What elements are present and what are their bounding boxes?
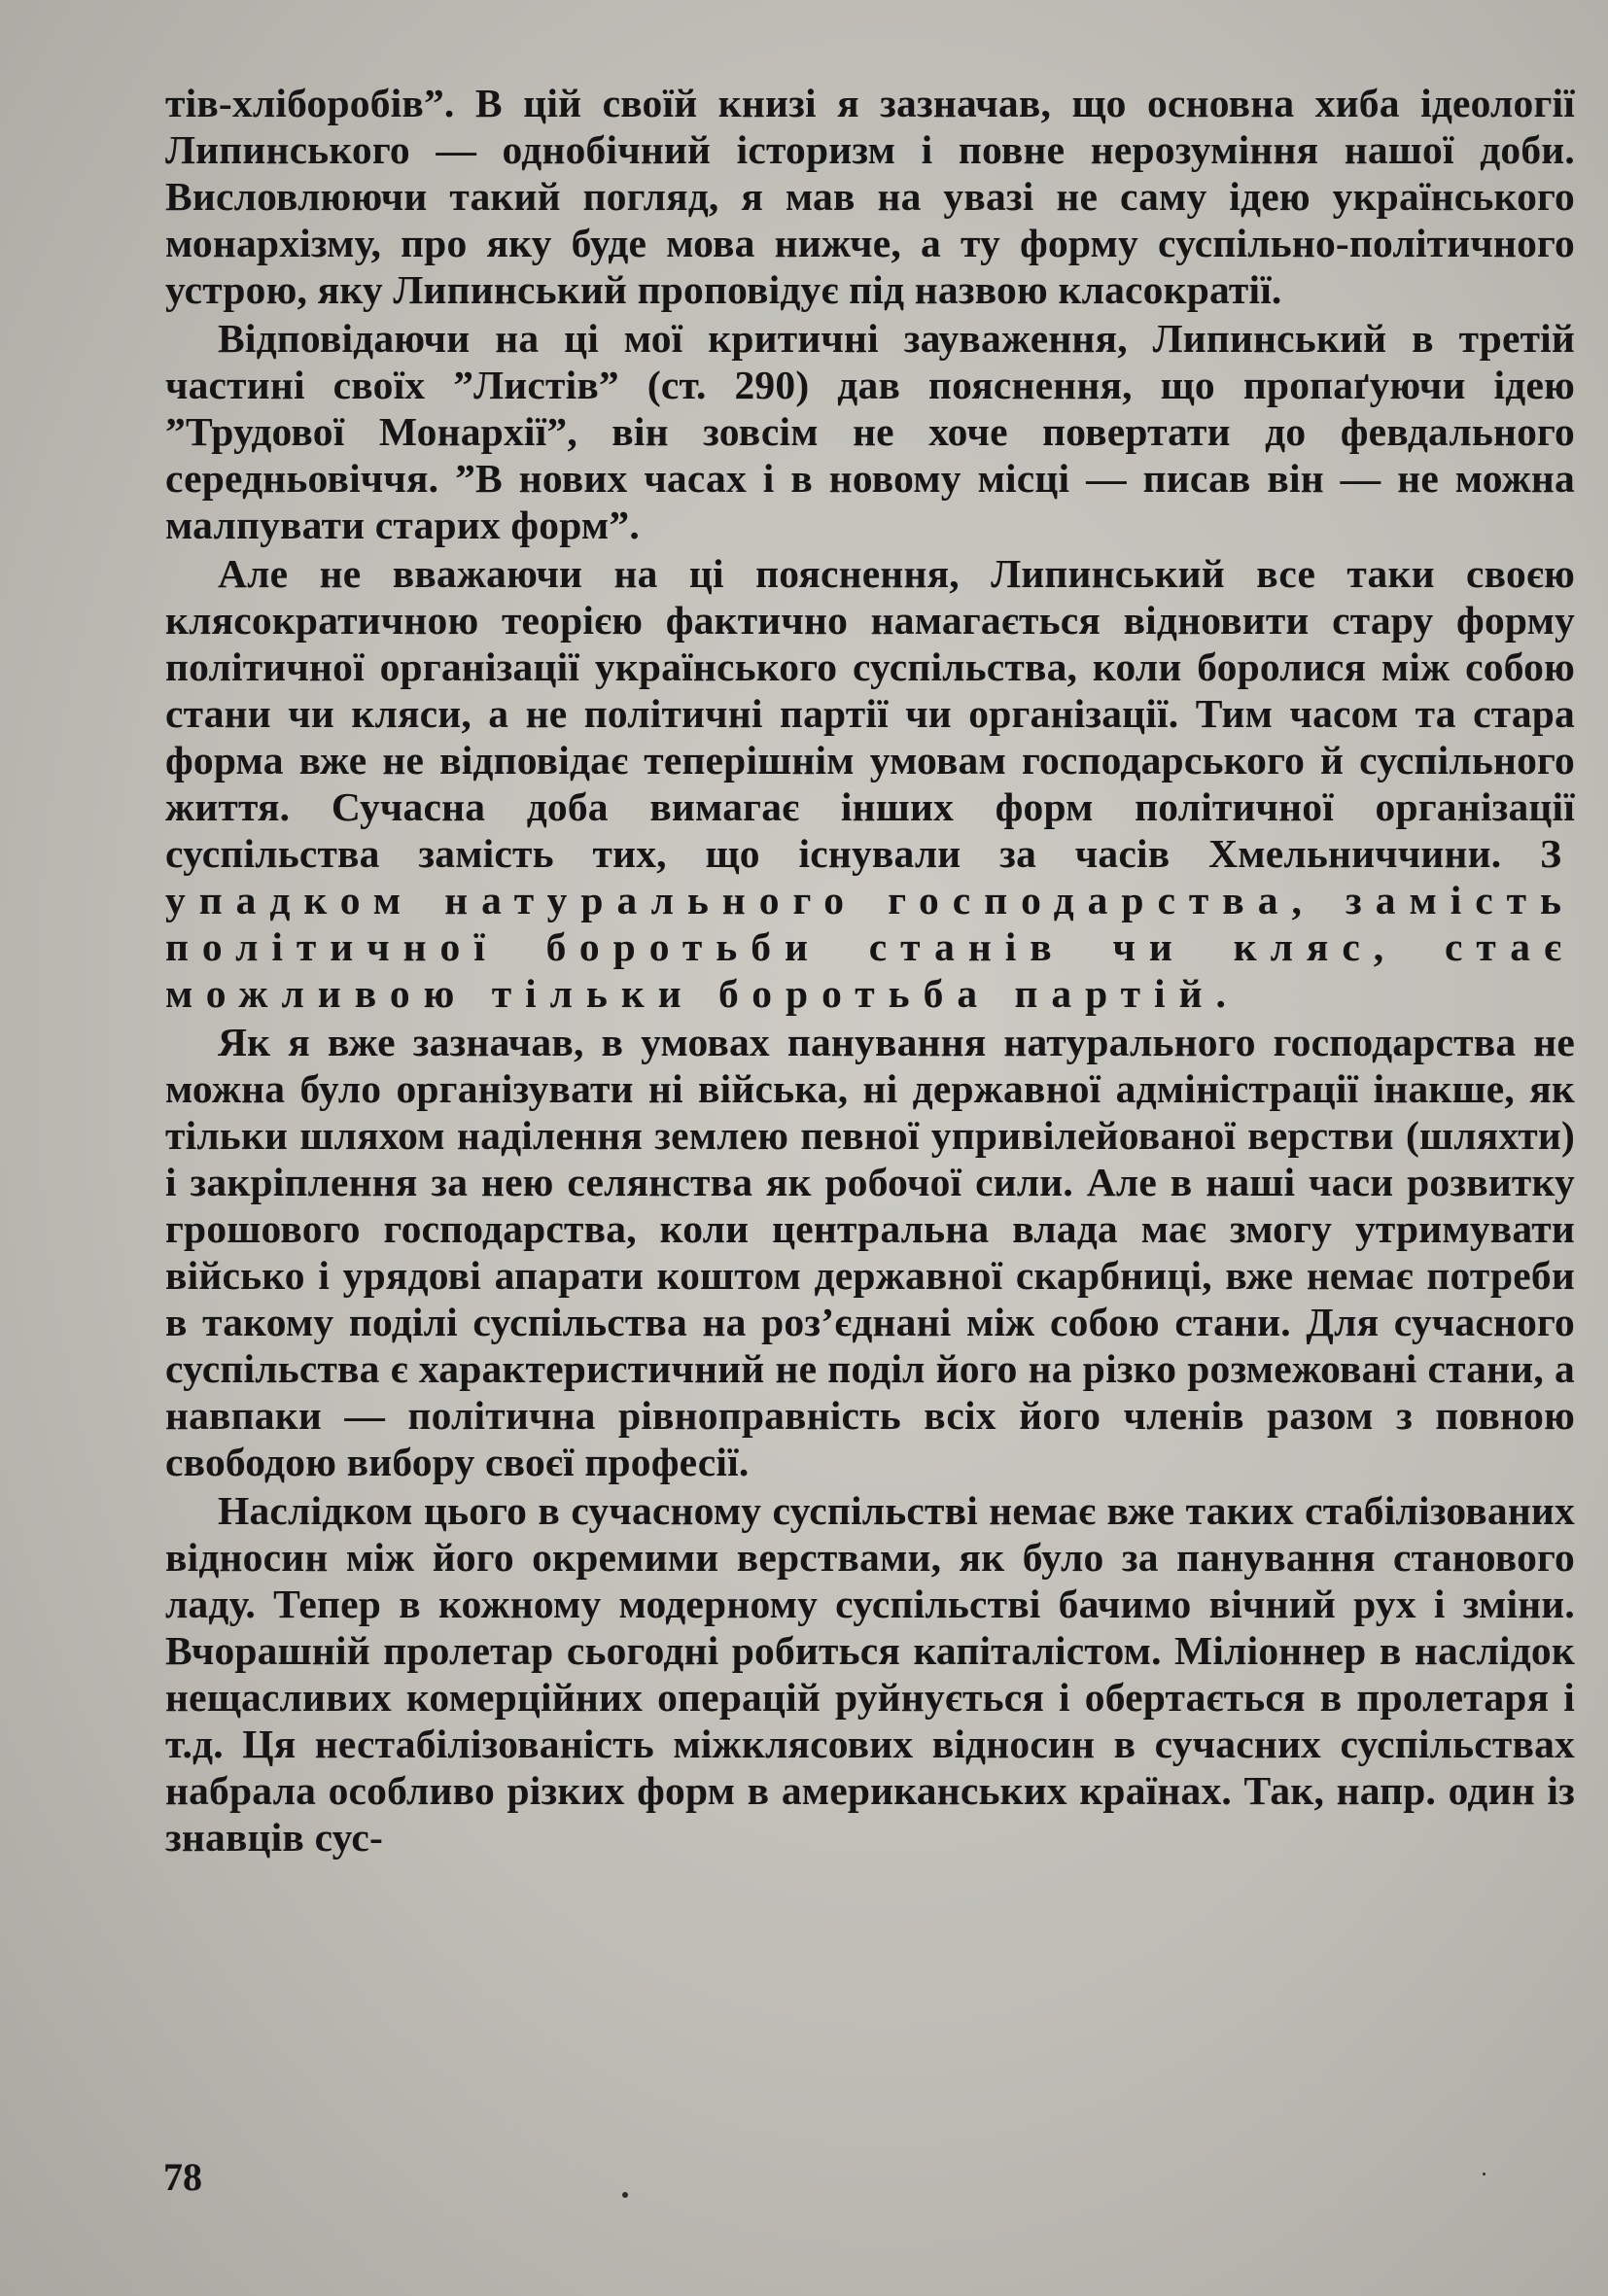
- paragraph-5: Наслідком цього в сучасному суспільстві немає вже таких стабілізованих відносин між його окремими верствами, як було за панування станового ладу. Тепер в кожному модерному суспільстві бачимо вічний рух і зміни. Вчорашній пролетар сьогодні робиться капіталістом. Міліоннер в наслідок нещасливих комерційних операцій руйнується і обертається в пролетаря і т.д. Ця нестабілізованість міжклясових відносин в сучасних суспільствах набрала особливо різких форм в американських країнах. Так, напр. один із знавців сус-: [165, 1488, 1575, 1860]
- page-number: 78: [163, 2155, 202, 2199]
- dust-speck: [1483, 2173, 1486, 2175]
- paragraph-3-text: Але не вважаючи на ці пояснення, Липинський все таки своєю клясократичною теорією фактично намагається відновити стару форму політичної організації українського суспільства, коли боролися між собою стани чи кляси, а не політичні партії чи організації. Тим часом та стара форма вже не відповідає теперішнім умовам господарського й суспільного життя. Сучасна доба вимагає інших форм політичної організації суспільства замість тих, що існували за часів Хмельниччини.: [165, 551, 1575, 876]
- paragraph-1: тів-хліборобів”. В цій своїй книзі я зазначав, що основна хиба ідеології Липинського — однобічний історизм і повне нерозуміння нашої доби. Висловлюючи такий погляд, я мав на увазі не саму ідею українського монархізму, про яку буде мова нижче, а ту форму суспільно-політичного устрою, яку Липинський проповідує під назвою класократії.: [165, 81, 1575, 312]
- paragraph-4: Як я вже зазначав, в умовах панування натурального господарства не можна було організувати ні війська, ні державної адміністрації інакше, як тільки шляхом наділення землею певної упривілейованої верстви (шляхти) і закріплення за нею селянства як робочої сили. Але в наші часи розвитку грошового господарства, коли центральна влада має змогу утримувати військо і урядові апарати коштом державної скарбниці, вже немає потреби в такому поділі суспільства на роз’єднані між собою стани. Для сучасного суспільства є характеристичний не поділ його на різко розмежовані стани, а навпаки — політична рівноправність всіх його членів разом з повною свободою вибору своєї професії.: [165, 1020, 1575, 1484]
- paragraph-2: Відповідаючи на ці мої критичні зауваження, Липинський в третій частині своїх ”Листів” (ст. 290) дав пояснення, що пропаґуючи ідею ”Трудової Монархії”, він зовсім не хоче повертати до февдального середньовіччя. ”В нових часах і в новому місці — писав він — не можна малпувати старих форм”.: [165, 316, 1575, 547]
- paragraph-3: [165, 550, 1575, 1017]
- dust-speck: [622, 2192, 628, 2198]
- paragraph-3-spaced-text: З упадком натурального господарства, замість політичної боротьби станів чи кляс, стає можливою тільки боротьба партій.: [165, 831, 1575, 1016]
- body-text: [165, 80, 1575, 1862]
